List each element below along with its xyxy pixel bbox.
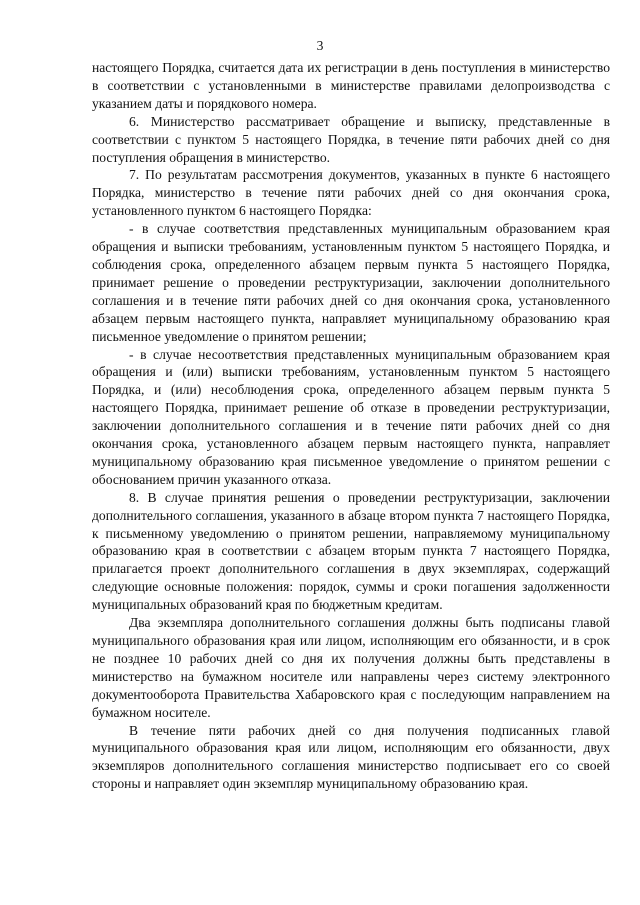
paragraph-signing: В течение пяти рабочих дней со дня получения подписанных главой муниципального образования края или лицом, исполняющим его обязанности, двух экземпляров дополнительного соглашения министерство подписывает его со своей стороны и направляет один экземпляр муниципальному образованию края. [92, 722, 610, 792]
paragraph-two-copies: Два экземпляра дополнительного соглашения должны быть подписаны главой муниципального образования края или лицом, исполняющим его обязанности, и в срок не позднее 10 рабочих дней со дня их получения должны быть представлены в министерство на бумажном носителе или направлены через систему электронного документооборота Правительства Хабаровского края с последующим направлением на бумажном носителе. [92, 615, 610, 720]
document-body [92, 59, 610, 793]
paragraph-continuation: настоящего Порядка, считается дата их регистрации в день поступления в министерство в соответствии с установленными в министерстве правилами делопроизводства с указанием даты и порядкового номера. [92, 60, 610, 111]
paragraph-item-7-bullet-compliance: - в случае соответствия представленных муниципальным образованием края обращения и выписки требованиям, установленным пунктом 5 настоящего Порядка, и соблюдения срока, определенного абзацем первым пункта 5 настоящего Порядка, принимает решение о проведении реструктуризации, заключении дополнительного соглашения и в течение пяти рабочих дней со дня окончания срока, установленного абзацем первым настоящего пункта, направляет муниципальному образованию края письменное уведомление о принятом решении; [92, 221, 610, 344]
paragraph-item-7-bullet-noncompliance: - в случае несоответствия представленных муниципальным образованием края обращения и (или) выписки требованиям, установленным пунктом 5 настоящего Порядка, и (или) несоблюдения срока, определенного абзацем первым пункта 5 настоящего Порядка, принимает решение об отказе в проведении реструктуризации, заключении дополнительного соглашения и в течение пяти рабочих дней со дня окончания срока, установленного абзацем первым настоящего пункта, направляет муниципальному образованию края письменное уведомление о принятом решении с обоснованием причин указанного отказа. [92, 346, 610, 487]
page-number: 3 [316, 38, 324, 53]
paragraph-item-7: 7. По результатам рассмотрения документов, указанных в пункте 6 настоящего Порядка, министерство в течение пяти рабочих дней со дня окончания срока, установленного пунктом 6 настоящего Порядка: [92, 167, 610, 219]
paragraph-item-8: 8. В случае принятия решения о проведении реструктуризации, заключении дополнительного соглашения, указанного в абзаце втором пункта 7 настоящего Порядка, к письменному уведомлению о принятом решении, направляемому муниципальному образованию края в соответствии с абзацем вторым пункта 7 настоящего Порядка, прилагается проект дополнительного соглашения в двух экземплярах, содержащий следующие основные положения: порядок, суммы и сроки погашения задолженности муниципальных образований края по бюджетным кредитам. [92, 489, 610, 613]
paragraph-item-6: 6. Министерство рассматривает обращение и выписку, представленные в соответствии с пунктом 5 настоящего Порядка, в течение пяти рабочих дней со дня поступления обращения в министерство. [92, 113, 610, 165]
